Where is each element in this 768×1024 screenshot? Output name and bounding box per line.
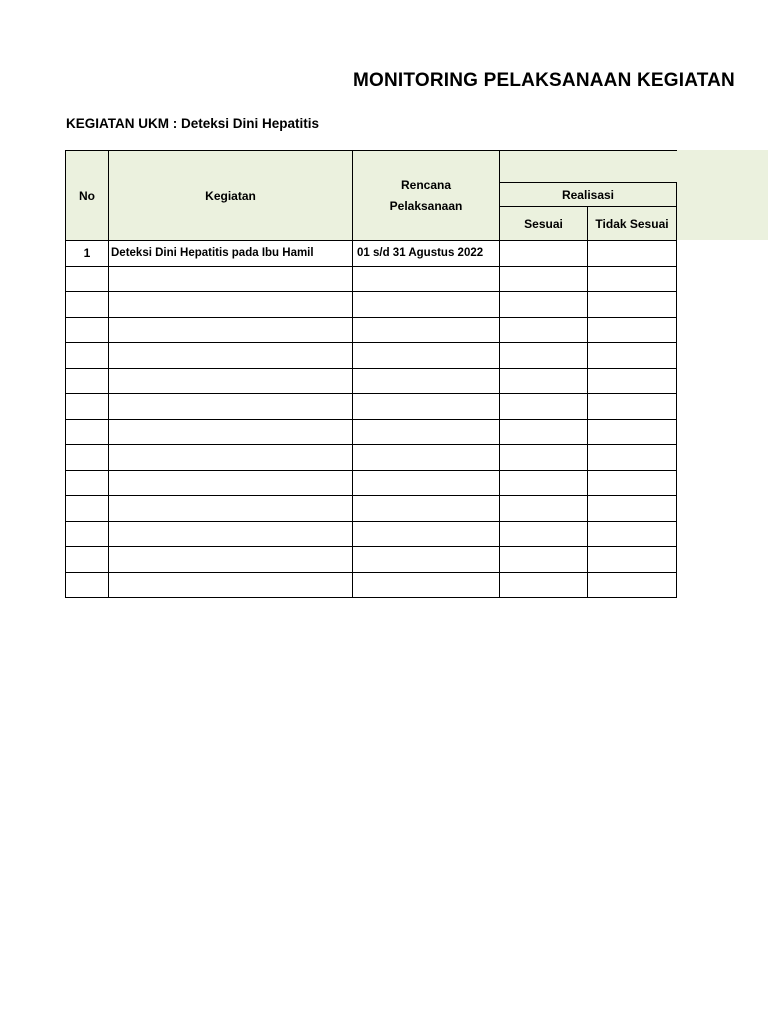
cell-rencana[interactable]: 01 s/d 31 Agustus 2022 <box>353 241 500 267</box>
cell-kegiatan[interactable] <box>109 572 353 598</box>
cell-no[interactable] <box>66 343 109 369</box>
cell-no[interactable] <box>66 496 109 522</box>
header-top-blank <box>500 151 677 183</box>
cell-tidak-sesuai[interactable] <box>588 266 677 292</box>
activity-subtitle: KEGIATAN UKM : Deteksi Dini Hepatitis <box>66 116 320 131</box>
cell-sesuai[interactable] <box>500 445 588 471</box>
table-row <box>66 292 677 318</box>
cell-tidak-sesuai[interactable] <box>588 419 677 445</box>
cell-no[interactable] <box>66 445 109 471</box>
cell-tidak-sesuai[interactable] <box>588 496 677 522</box>
cell-tidak-sesuai[interactable] <box>588 445 677 471</box>
table-row <box>66 547 677 573</box>
cell-kegiatan[interactable] <box>109 445 353 471</box>
header-fill-extension <box>676 150 768 240</box>
cell-no[interactable] <box>66 368 109 394</box>
cell-sesuai[interactable] <box>500 317 588 343</box>
table-row <box>66 343 677 369</box>
cell-no[interactable] <box>66 317 109 343</box>
cell-sesuai[interactable] <box>500 521 588 547</box>
table-row <box>66 470 677 496</box>
cell-tidak-sesuai[interactable] <box>588 470 677 496</box>
cell-tidak-sesuai[interactable] <box>588 521 677 547</box>
cell-tidak-sesuai[interactable] <box>588 547 677 573</box>
header-rencana-line1: Rencana <box>400 177 452 192</box>
table-row <box>66 241 677 267</box>
cell-kegiatan[interactable]: Deteksi Dini Hepatitis pada Ibu Hamil <box>109 241 353 267</box>
cell-no[interactable] <box>66 521 109 547</box>
cell-kegiatan[interactable] <box>109 394 353 420</box>
cell-kegiatan[interactable] <box>109 368 353 394</box>
cell-rencana[interactable] <box>353 292 500 318</box>
cell-rencana[interactable] <box>353 445 500 471</box>
monitoring-table <box>65 150 677 598</box>
table-row <box>66 394 677 420</box>
cell-tidak-sesuai[interactable] <box>588 292 677 318</box>
header-rencana <box>353 151 500 241</box>
cell-sesuai[interactable] <box>500 368 588 394</box>
table-row <box>66 445 677 471</box>
cell-rencana[interactable] <box>353 394 500 420</box>
header-tidak-sesuai: Tidak Sesuai <box>588 207 677 241</box>
cell-rencana[interactable] <box>353 266 500 292</box>
cell-kegiatan[interactable] <box>109 266 353 292</box>
cell-kegiatan[interactable] <box>109 292 353 318</box>
header-rencana-line2: Pelaksanaan <box>389 198 463 213</box>
cell-rencana[interactable] <box>353 521 500 547</box>
table-row <box>66 419 677 445</box>
cell-tidak-sesuai[interactable] <box>588 317 677 343</box>
cell-rencana[interactable] <box>353 317 500 343</box>
cell-rencana[interactable] <box>353 470 500 496</box>
cell-no[interactable] <box>66 394 109 420</box>
cell-sesuai[interactable] <box>500 343 588 369</box>
header-kegiatan: Kegiatan <box>109 151 353 241</box>
table-row <box>66 572 677 598</box>
table-row <box>66 368 677 394</box>
cell-sesuai[interactable] <box>500 292 588 318</box>
cell-kegiatan[interactable] <box>109 419 353 445</box>
cell-kegiatan[interactable] <box>109 521 353 547</box>
cell-kegiatan[interactable] <box>109 547 353 573</box>
cell-tidak-sesuai[interactable] <box>588 343 677 369</box>
cell-sesuai[interactable] <box>500 496 588 522</box>
cell-kegiatan[interactable] <box>109 343 353 369</box>
cell-rencana[interactable] <box>353 496 500 522</box>
cell-tidak-sesuai[interactable] <box>588 572 677 598</box>
table-body <box>66 241 677 598</box>
table-row <box>66 266 677 292</box>
cell-sesuai[interactable] <box>500 470 588 496</box>
cell-no[interactable]: 1 <box>66 241 109 267</box>
cell-rencana[interactable] <box>353 547 500 573</box>
cell-rencana[interactable] <box>353 368 500 394</box>
header-sesuai: Sesuai <box>500 207 588 241</box>
cell-rencana[interactable] <box>353 419 500 445</box>
cell-rencana[interactable] <box>353 572 500 598</box>
cell-sesuai[interactable] <box>500 547 588 573</box>
cell-sesuai[interactable] <box>500 394 588 420</box>
table-row <box>66 521 677 547</box>
table-row <box>66 317 677 343</box>
cell-sesuai[interactable] <box>500 419 588 445</box>
cell-no[interactable] <box>66 547 109 573</box>
cell-no[interactable] <box>66 470 109 496</box>
document-title: MONITORING PELAKSANAAN KEGIATAN <box>353 70 735 91</box>
cell-sesuai[interactable] <box>500 241 588 267</box>
cell-no[interactable] <box>66 419 109 445</box>
cell-kegiatan[interactable] <box>109 317 353 343</box>
header-realisasi: Realisasi <box>500 183 677 207</box>
cell-tidak-sesuai[interactable] <box>588 241 677 267</box>
cell-sesuai[interactable] <box>500 266 588 292</box>
cell-kegiatan[interactable] <box>109 496 353 522</box>
table-row <box>66 496 677 522</box>
cell-no[interactable] <box>66 572 109 598</box>
cell-no[interactable] <box>66 266 109 292</box>
cell-rencana[interactable] <box>353 343 500 369</box>
cell-tidak-sesuai[interactable] <box>588 368 677 394</box>
cell-tidak-sesuai[interactable] <box>588 394 677 420</box>
cell-no[interactable] <box>66 292 109 318</box>
header-no: No <box>66 151 109 241</box>
cell-kegiatan[interactable] <box>109 470 353 496</box>
cell-sesuai[interactable] <box>500 572 588 598</box>
